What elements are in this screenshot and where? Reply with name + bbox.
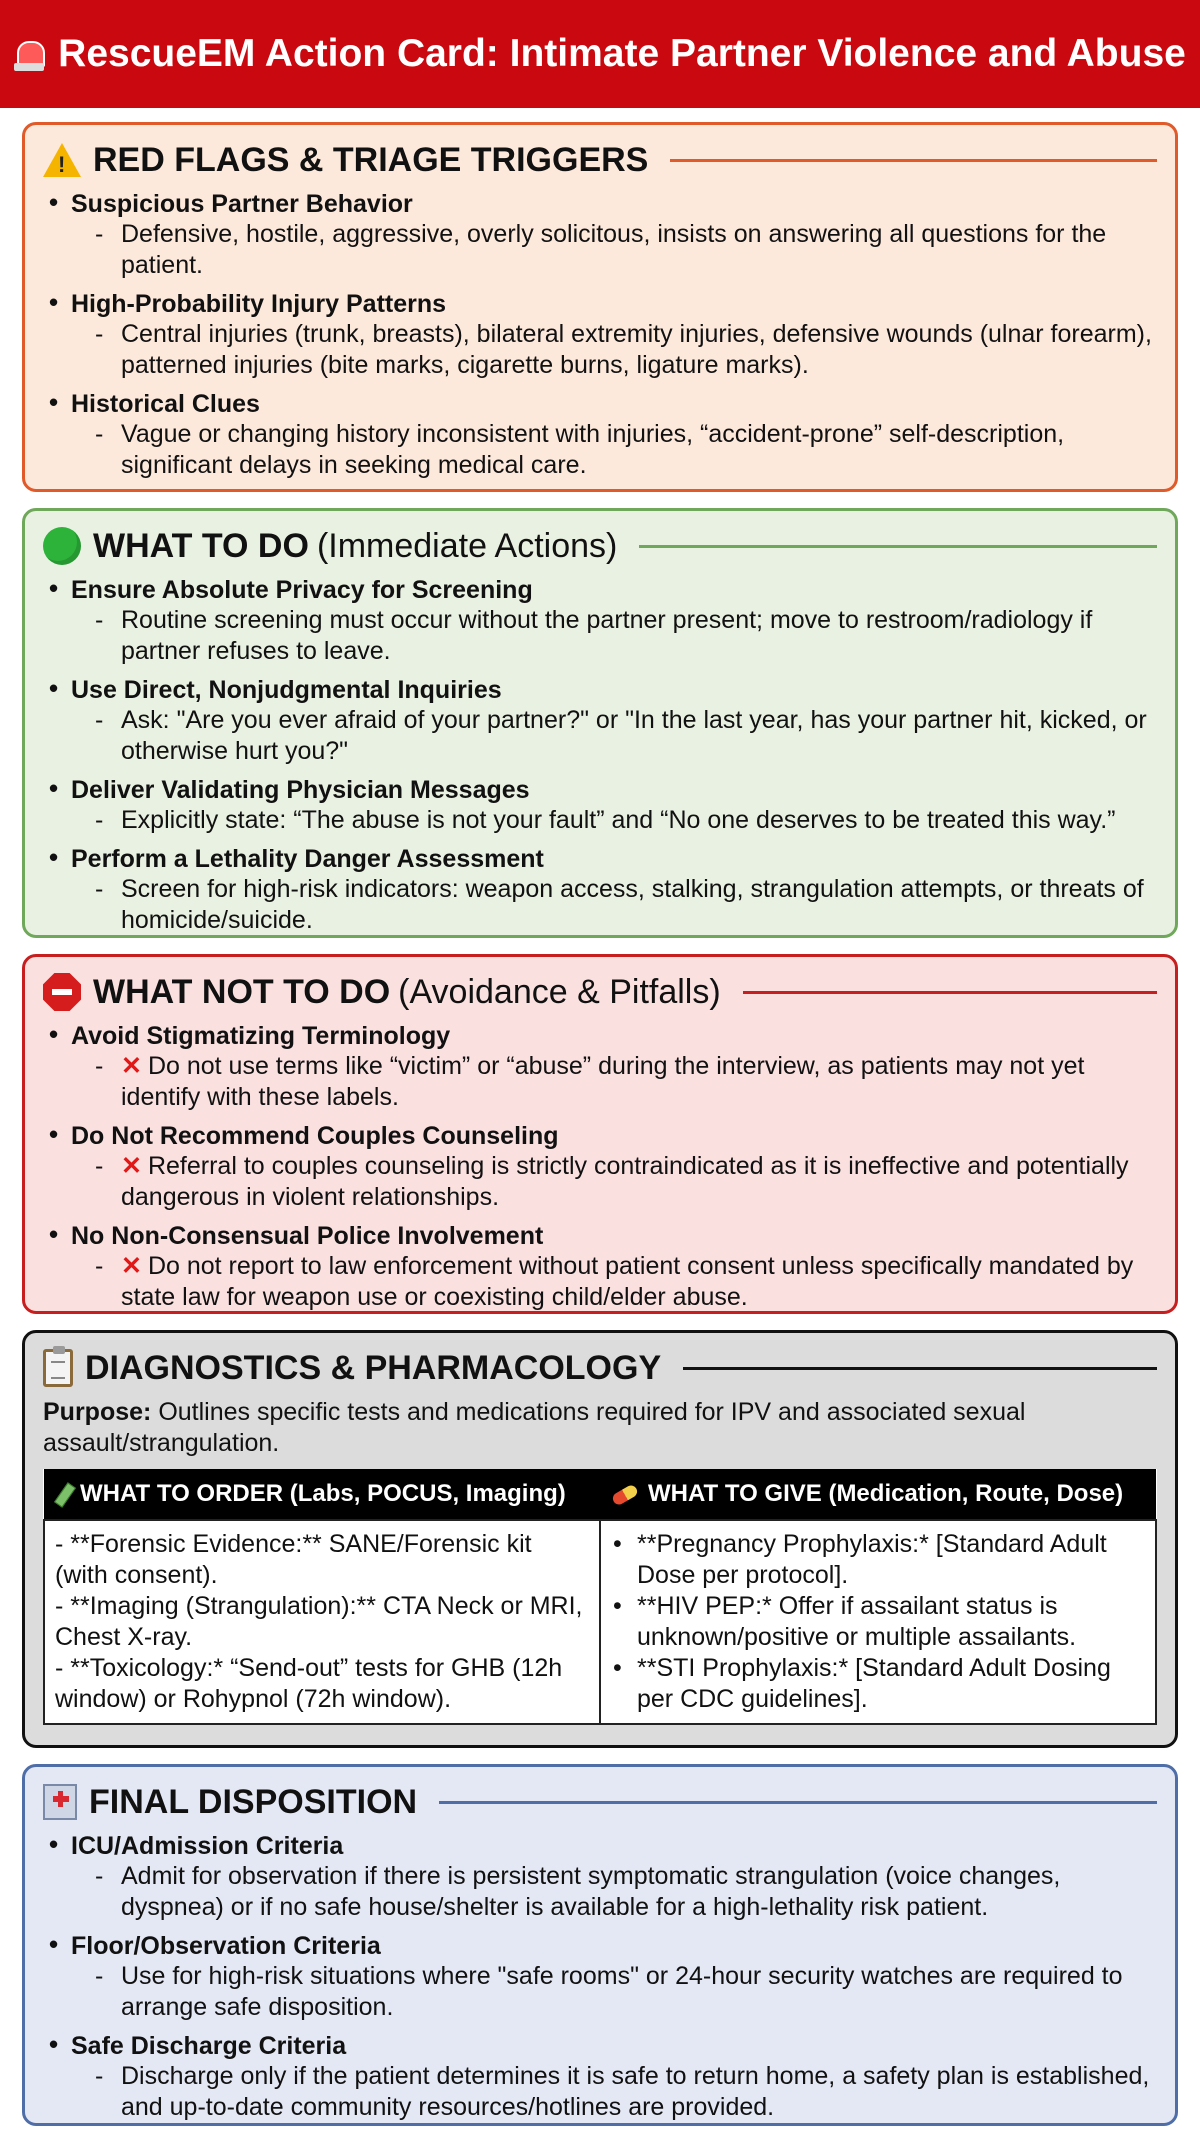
red-flags-title: ! RED FLAGS & TRIAGE TRIGGERS xyxy=(43,131,1157,189)
what-not-to-do-card xyxy=(22,954,1178,1314)
disposition-card xyxy=(22,1764,1178,2126)
purpose-text: Purpose: Outlines specific tests and medications required for IPV and associated sexual assault/strangulation. xyxy=(43,1398,1026,1457)
what-to-do-card xyxy=(22,508,1178,938)
what-not-to-do-title: WHAT NOT TO DO (Avoidance & Pitfalls) xyxy=(43,963,1157,1021)
what-to-do-title: WHAT TO DO (Immediate Actions) xyxy=(43,517,1157,575)
list-item: • High-Probability Injury Patterns - Central injuries (trunk, breasts), bilateral extremity injuries, defensive wounds (ulnar forearm), patterned injuries (bite marks, cigarette burns, ligature marks). xyxy=(43,289,1157,381)
give-column-header: WHAT TO GIVE (Medication, Route, Dose) xyxy=(600,1469,1156,1520)
page-header xyxy=(0,0,1200,108)
siren-icon xyxy=(14,37,44,71)
give-cell: • **Pregnancy Prophylaxis:* [Standard Adult Dose per protocol]. • **HIV PEP:* Offer if assailant status is unknown/positive or multiple assailants. • **STI Prophylaxis:* [Standard Adult Dosing per CDC guidelines]. xyxy=(600,1520,1156,1724)
list-item: • Historical Clues - Vague or changing history inconsistent with injuries, “accident-prone” self-description, significant delays in seeking medical care. xyxy=(43,389,1157,481)
clipboard-icon xyxy=(43,1349,73,1387)
list-item: • Suspicious Partner Behavior - Defensive, hostile, aggressive, overly solicitous, insists on answering all questions for the patient. xyxy=(43,189,1157,281)
disposition-title: FINAL DISPOSITION xyxy=(43,1773,1157,1831)
list-item: • Perform a Lethality Danger Assessment - Screen for high-risk indicators: weapon access, stalking, strangulation attempts, or threats of homicide/suicide. xyxy=(43,844,1157,936)
green-circle-icon xyxy=(43,527,81,565)
list-item: • Avoid Stigmatizing Terminology - ✕ Do not use terms like “victim” or “abuse” during the interview, as patients may not yet identify with these labels. xyxy=(43,1021,1157,1113)
cross-mark-icon: ✕ xyxy=(121,1252,142,1280)
diagnostics-title: DIAGNOSTICS & PHARMACOLOGY xyxy=(43,1339,1157,1397)
page-title: RescueEM Action Card: Intimate Partner Violence and Abuse xyxy=(58,32,1186,75)
list-item: • No Non-Consensual Police Involvement - ✕ Do not report to law enforcement without patient consent unless specifically mandated by state law for weapon use or coexisting child/elder abuse. xyxy=(43,1221,1157,1313)
diagnostics-table xyxy=(43,1469,1157,1725)
warning-icon: ! xyxy=(43,143,81,177)
cross-mark-icon: ✕ xyxy=(121,1152,142,1180)
list-item: • Deliver Validating Physician Messages - Explicitly state: “The abuse is not your fault” and “No one deserves to be treated this way.” xyxy=(43,775,1157,836)
stop-sign-icon xyxy=(43,973,81,1011)
list-item: • Safe Discharge Criteria - Discharge only if the patient determines it is safe to return home, a safety plan is established, and up-to-date community resources/hotlines are provided. xyxy=(43,2031,1157,2123)
list-item: • Floor/Observation Criteria - Use for high-risk situations where "safe rooms" or 24-hour security watches are required to arrange safe disposition. xyxy=(43,1931,1157,2023)
list-item: • Use Direct, Nonjudgmental Inquiries - Ask: "Are you ever afraid of your partner?" or "In the last year, has your partner hit, kicked, or otherwise hurt you?" xyxy=(43,675,1157,767)
hospital-icon xyxy=(43,1784,77,1820)
test-tube-icon xyxy=(54,1482,76,1507)
cross-mark-icon: ✕ xyxy=(121,1052,142,1080)
list-item: • ICU/Admission Criteria - Admit for observation if there is persistent symptomatic strangulation (voice changes, dyspnea) or if no safe house/shelter is available for a high-lethality risk patient. xyxy=(43,1831,1157,1923)
list-item: • Do Not Recommend Couples Counseling - ✕ Referral to couples counseling is strictly contraindicated as it is ineffective and potentially dangerous in violent relationships. xyxy=(43,1121,1157,1213)
red-flags-card xyxy=(22,122,1178,492)
order-column-header: WHAT TO ORDER (Labs, POCUS, Imaging) xyxy=(44,1469,600,1520)
pill-icon xyxy=(611,1483,640,1506)
list-item: • Ensure Absolute Privacy for Screening - Routine screening must occur without the partner present; move to restroom/radiology if partner refuses to leave. xyxy=(43,575,1157,667)
diagnostics-card xyxy=(22,1330,1178,1748)
order-cell: - **Forensic Evidence:** SANE/Forensic kit (with consent). - **Imaging (Strangulation):** CTA Neck or MRI, Chest X-ray. - **Toxicology:* “Send-out” tests for GHB (12h window) or Rohypnol (72h window). xyxy=(44,1520,600,1724)
